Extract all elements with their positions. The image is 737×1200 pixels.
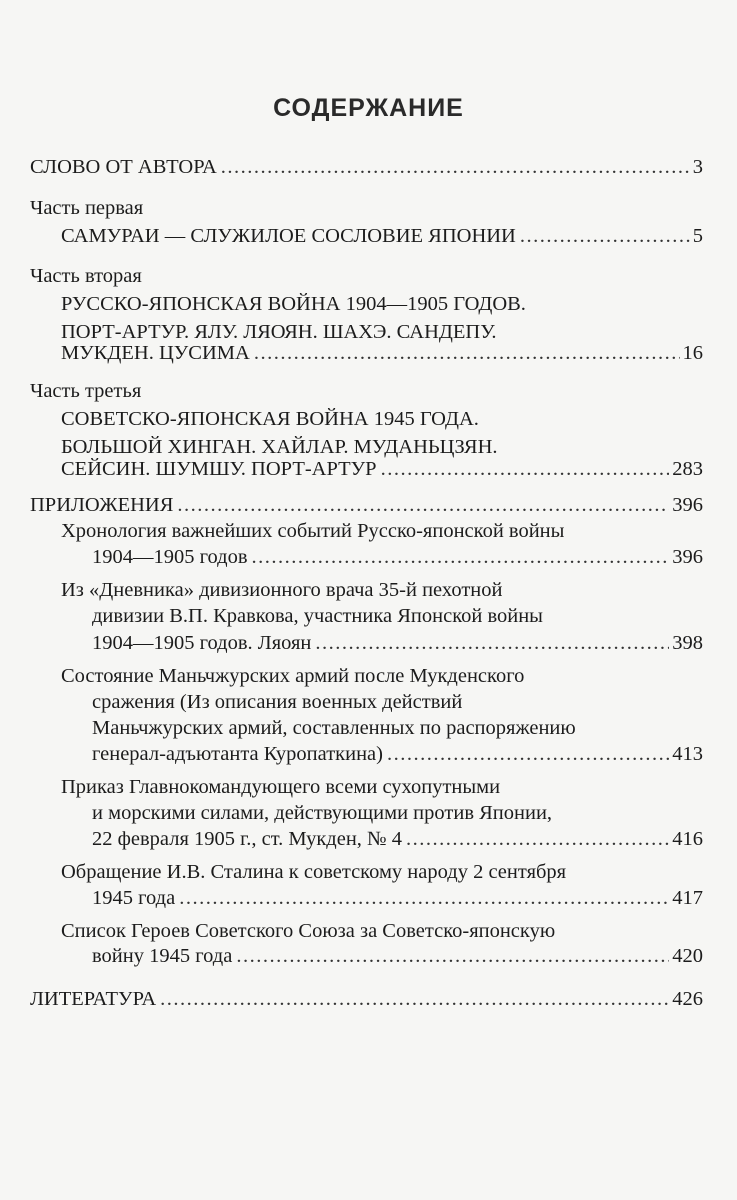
leader-dots [387, 744, 669, 765]
appendix-3-line-1: Состояние Маньчжурских армий после Мукденского [61, 665, 525, 687]
toc-page-number: 398 [672, 632, 703, 654]
toc-page-number: 426 [672, 988, 703, 1010]
toc-entry-label: СЛОВО ОТ АВТОРА [30, 156, 217, 178]
toc-entry-label: 1904—1905 годов [92, 546, 248, 568]
appendix-4-line-1: Приказ Главнокомандующего всеми сухопутными [61, 776, 501, 798]
toc-page-number: 396 [672, 546, 703, 568]
toc-entry-appendix-4[interactable] [92, 829, 703, 850]
appendix-3-line-3: Маньчжурских армий, составленных по распоряжению [92, 717, 576, 739]
page-title: СОДЕРЖАНИЕ [273, 94, 464, 122]
toc-page-number: 416 [672, 828, 703, 850]
leader-dots [406, 829, 669, 850]
toc-entry-appendices[interactable] [30, 495, 703, 516]
toc-page-number: 3 [692, 156, 703, 178]
leader-dots [315, 633, 669, 654]
toc-page-number: 413 [672, 743, 703, 765]
leader-dots [177, 495, 669, 516]
toc-entry-label: САМУРАИ — СЛУЖИЛОЕ СОСЛОВИЕ ЯПОНИИ [61, 225, 516, 247]
toc-entry-label: ЛИТЕРАТУРА [30, 988, 157, 1010]
toc-entry-part1[interactable] [61, 226, 703, 247]
toc-entry-label: генерал-адъютанта Куропаткина) [92, 743, 383, 765]
toc-entry-label: ПРИЛОЖЕНИЯ [30, 494, 174, 516]
toc-entry-appendix-3[interactable] [92, 744, 703, 765]
appendix-3-line-2: сражения (Из описания военных действий [92, 691, 463, 713]
toc-entry-part3[interactable] [61, 459, 703, 480]
toc-entry-label: 1904—1905 годов. Ляоян [92, 632, 312, 654]
toc-entry-appendix-5[interactable] [92, 888, 703, 909]
leader-dots [254, 343, 680, 364]
toc-entry-author-word[interactable] [30, 157, 703, 178]
leader-dots [160, 989, 669, 1010]
leader-dots [179, 888, 669, 909]
toc-entry-appendix-1[interactable] [92, 547, 703, 568]
toc-entry-label: 22 февраля 1905 г., ст. Мукден, № 4 [92, 828, 402, 850]
part-heading-1: Часть первая [30, 197, 144, 219]
appendix-2-line-2: дивизии В.П. Кравкова, участника Японской войны [92, 605, 543, 627]
appendix-6-line-1: Список Героев Советского Союза за Советско-японскую [61, 920, 556, 942]
toc-page-number: 396 [672, 494, 703, 516]
leader-dots [520, 226, 690, 247]
appendix-1-line-1: Хронология важнейших событий Русско-японской войны [61, 520, 565, 542]
toc-page-number: 16 [682, 342, 703, 364]
toc-entry-part2[interactable] [61, 343, 703, 364]
toc-page-number: 5 [692, 225, 703, 247]
toc-entry-part2-line1: РУССКО-ЯПОНСКАЯ ВОЙНА 1904—1905 ГОДОВ. [61, 293, 526, 315]
toc-entry-label: войну 1945 года [92, 945, 233, 967]
toc-page-number: 417 [672, 887, 703, 909]
appendix-4-line-2: и морскими силами, действующими против Японии, [92, 802, 553, 824]
appendix-5-line-1: Обращение И.В. Сталина к советскому народу 2 сентября [61, 861, 567, 883]
toc-entry-part3-line2: БОЛЬШОЙ ХИНГАН. ХАЙЛАР. МУДАНЬЦЗЯН. [61, 436, 498, 458]
toc-entry-literature[interactable] [30, 989, 703, 1010]
toc-page-number: 283 [672, 458, 703, 480]
leader-dots [236, 946, 669, 967]
toc-entry-part3-line1: СОВЕТСКО-ЯПОНСКАЯ ВОЙНА 1945 ГОДА. [61, 408, 479, 430]
part-heading-2: Часть вторая [30, 265, 142, 287]
toc-entry-part2-line2: ПОРТ-АРТУР. ЯЛУ. ЛЯОЯН. ШАХЭ. САНДЕПУ. [61, 321, 497, 343]
leader-dots [221, 157, 690, 178]
toc-entry-label: СЕЙСИН. ШУМШУ. ПОРТ-АРТУР [61, 458, 377, 480]
appendix-2-line-1: Из «Дневника» дивизионного врача 35-й пехотной [61, 579, 503, 601]
toc-entry-label: МУКДЕН. ЦУСИМА [61, 342, 250, 364]
toc-entry-appendix-2[interactable] [92, 633, 703, 654]
leader-dots [381, 459, 670, 480]
leader-dots [252, 547, 670, 568]
toc-entry-appendix-6[interactable] [92, 946, 703, 967]
toc-entry-label: 1945 года [92, 887, 176, 909]
toc-page-number: 420 [672, 945, 703, 967]
part-heading-3: Часть третья [30, 380, 142, 402]
